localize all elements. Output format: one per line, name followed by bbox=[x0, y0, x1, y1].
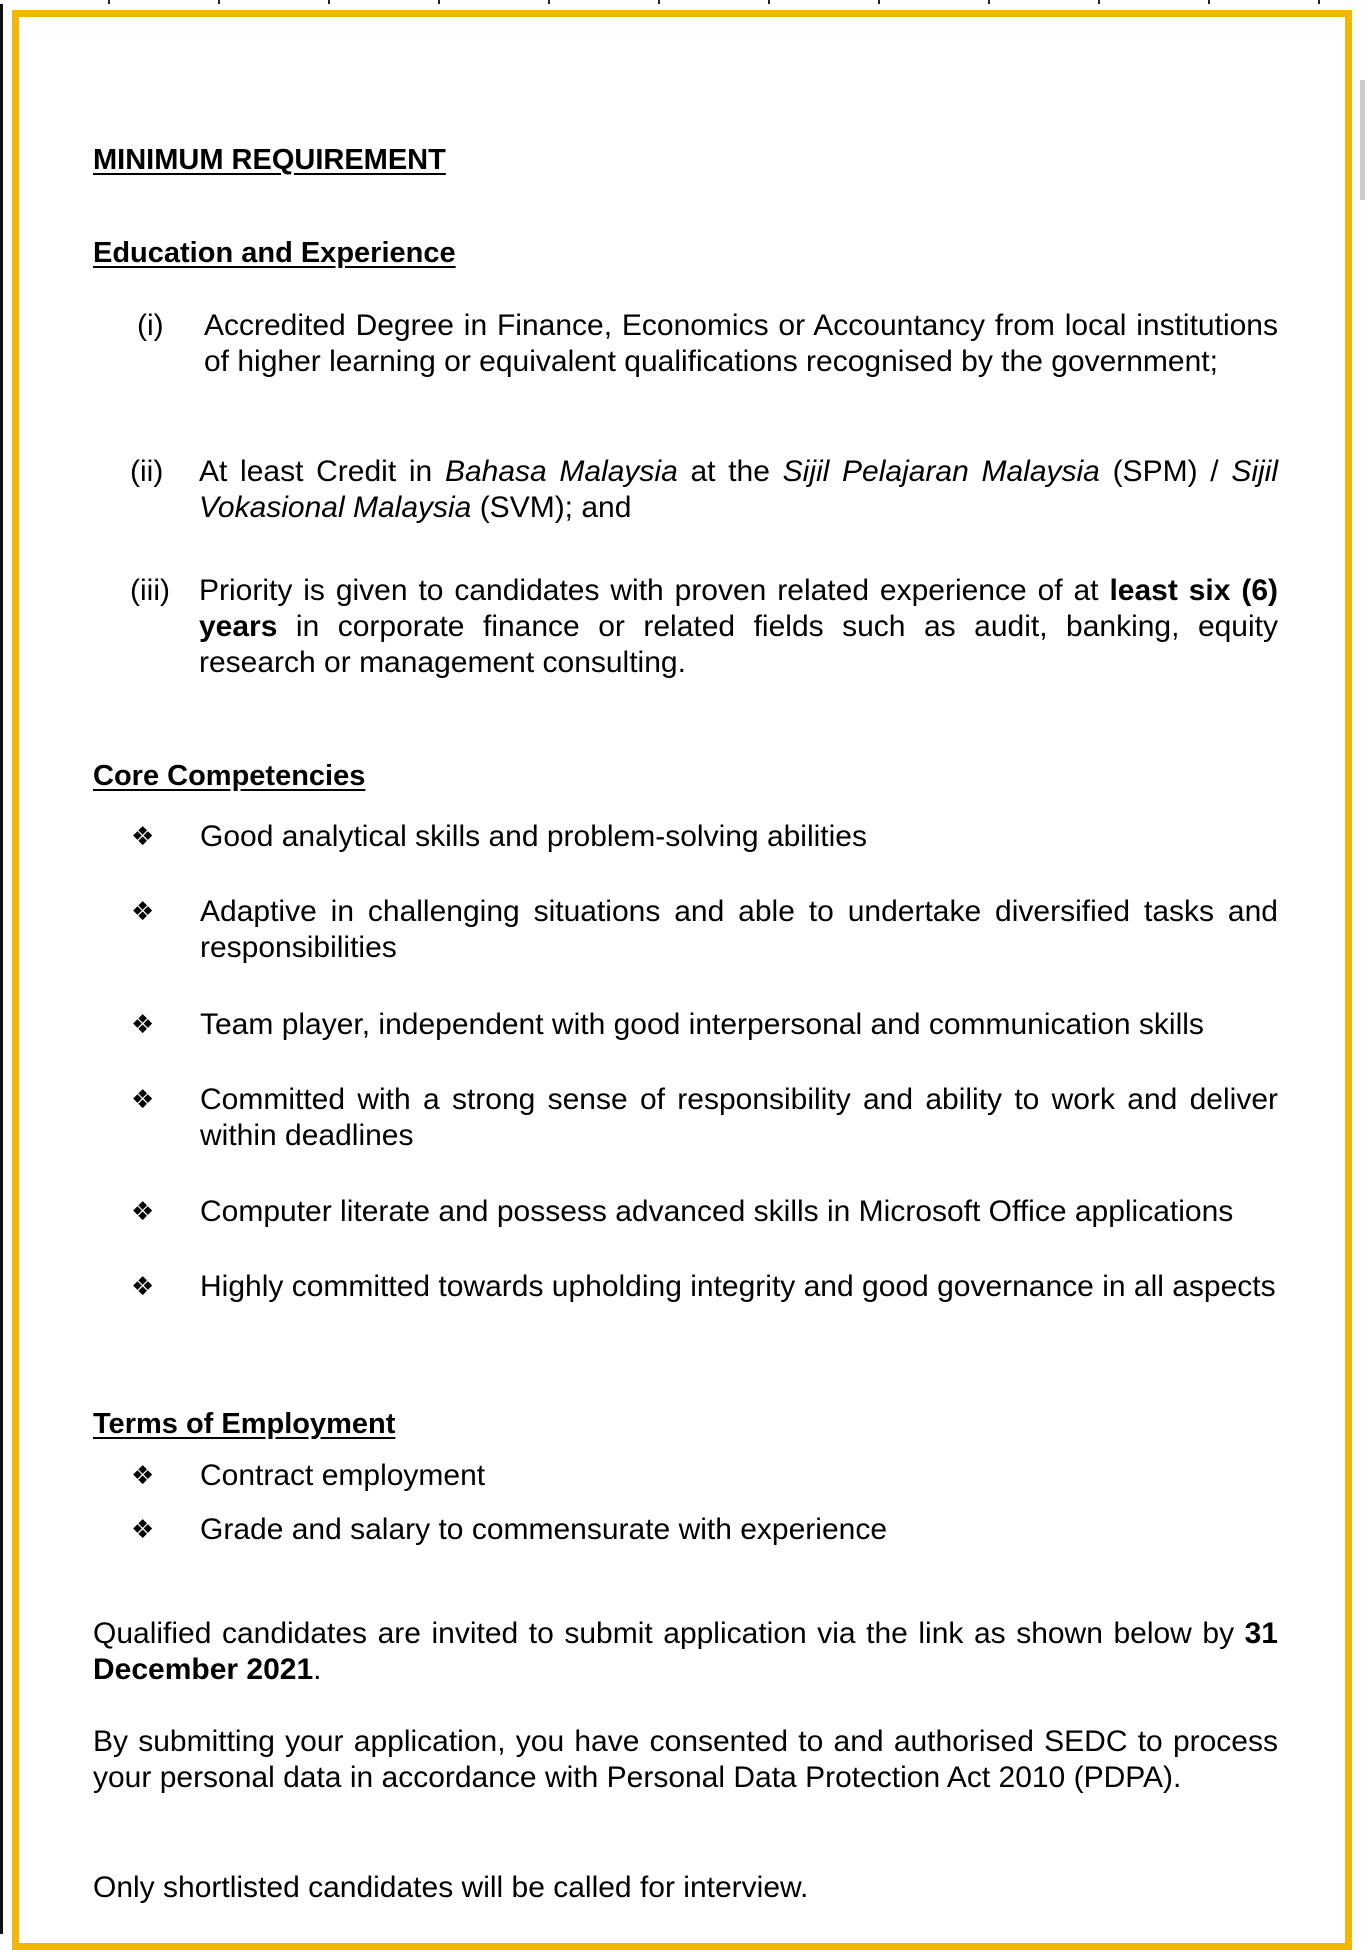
shortlist-paragraph: Only shortlisted candidates will be called for interview. bbox=[93, 1871, 809, 1904]
item-number: (i) bbox=[137, 309, 164, 342]
document-page: MINIMUM REQUIREMENT Education and Experience (i) Accredited Degree in Finance, Economics or Accountancy from local institutions of higher learning or equivalent qualifications recognised by the government; (ii) At least Credit in Bahasa Malaysia at the Sijil Pelajaran Malaysia (SPM) / Sijil Vokasional Malaysia (SVM); and (iii) Priority is given to candidates with proven related experience of at least six (6) years in corporate finance or related fields such as audit, banking, equity research or management consulting. Core Competencies ❖ Good analytical skills and problem-solving abilities ❖ Adaptive in challenging situations and able to undertake diversified tasks and responsibilities ❖ Team player, independent with good interpersonal and communication skills ❖ Committed with a strong sense of responsibility and ability to work and deliver within deadlines ❖ Computer literate and possess advanced skills in Microsoft Office applications ❖ Highly committed towards upholding integrity and good governance in all aspects Terms of Employment ❖ Contract employment ❖ Grade and salary to commensurate with experience Qualified candidates are invited to submit application via the link as shown below by 31 December 2021. By submitting your application, you have consented to and authorised SEDC to process your personal data in accordance with Personal Data Protection Act 2010 (PDPA). Only shortlisted candidates will be called for interview. bbox=[12, 10, 1352, 1950]
item-number: (iii) bbox=[130, 574, 170, 607]
submit-paragraph: Qualified candidates are invited to submit application via the link as shown below by 31 December 2021. bbox=[93, 1617, 1278, 1686]
bullet-icon: ❖ bbox=[131, 1515, 155, 1545]
bullet-icon: ❖ bbox=[131, 897, 155, 927]
item-text: Priority is given to candidates with proven related experience of at least six (6) years in corporate finance or related fields such as audit, banking, equity research or management consulting. bbox=[199, 574, 1278, 679]
competencies-heading: Core Competencies bbox=[93, 760, 366, 792]
bullet-icon: ❖ bbox=[131, 1272, 155, 1302]
item-text: Accredited Degree in Finance, Economics or Accountancy from local institutions of higher learning or equivalent qualifications recognised by the government; bbox=[204, 309, 1278, 378]
top-edge-ticks bbox=[0, 0, 1350, 4]
consent-paragraph: By submitting your application, you have consented to and authorised SEDC to process your personal data in accordance with Personal Data Protection Act 2010 (PDPA). bbox=[93, 1725, 1278, 1794]
education-heading: Education and Experience bbox=[93, 237, 456, 269]
terms-heading: Terms of Employment bbox=[93, 1408, 396, 1440]
bullet-icon: ❖ bbox=[131, 1461, 155, 1491]
bullet-icon: ❖ bbox=[131, 1085, 155, 1115]
item-text: At least Credit in Bahasa Malaysia at the Sijil Pelajaran Malaysia (SPM) / Sijil Vokasional Malaysia (SVM); and bbox=[199, 455, 1278, 524]
main-heading: MINIMUM REQUIREMENT bbox=[93, 144, 446, 176]
scrollbar[interactable] bbox=[1360, 80, 1365, 200]
bullet-icon: ❖ bbox=[131, 822, 155, 852]
bullet-icon: ❖ bbox=[131, 1197, 155, 1227]
bullet-icon: ❖ bbox=[131, 1010, 155, 1040]
item-number: (ii) bbox=[130, 455, 164, 488]
deadline-date: 31 December 2021 bbox=[93, 1617, 1278, 1686]
